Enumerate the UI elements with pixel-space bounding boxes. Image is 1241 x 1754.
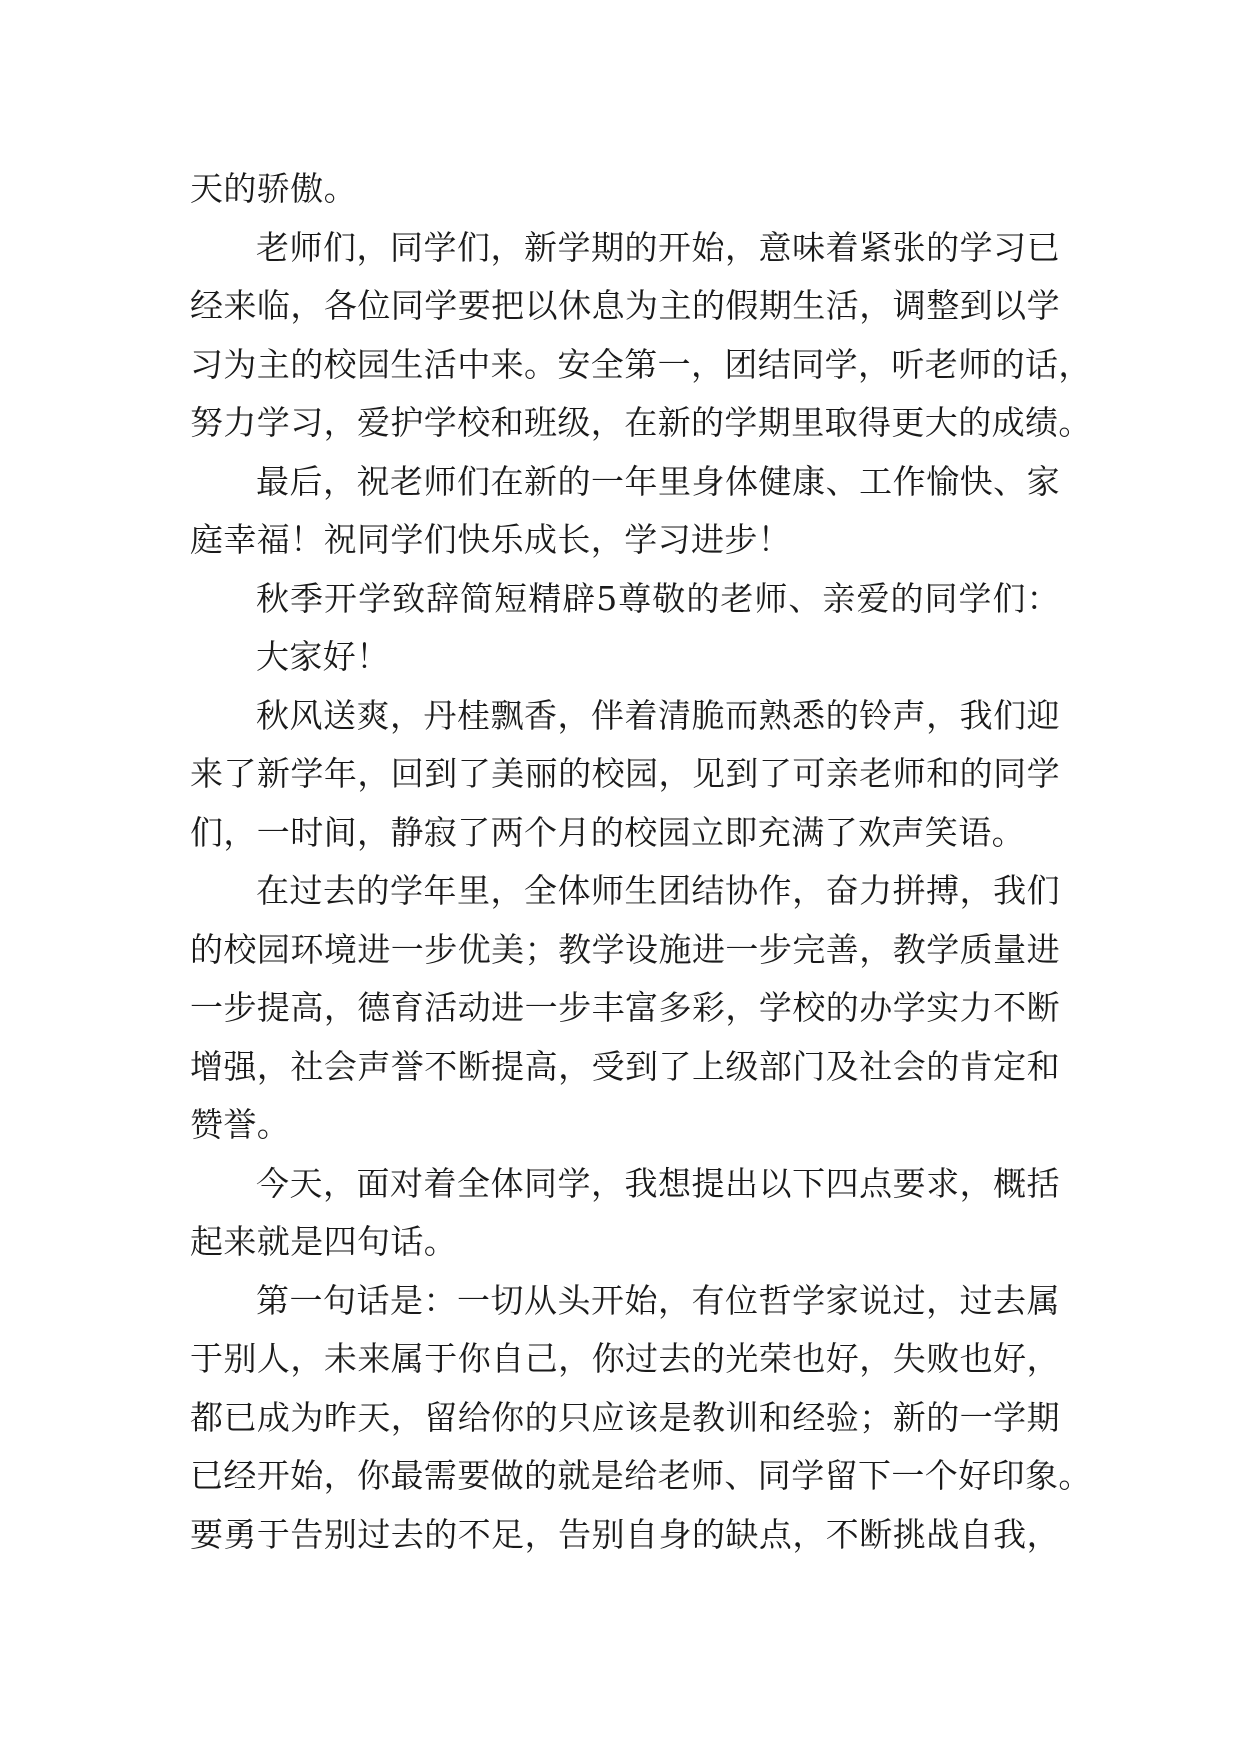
text-line: 今天，面对着全体同学，我想提出以下四点要求，概括 xyxy=(256,1163,1060,1203)
text-line: 庭幸福！祝同学们快乐成长，学习进步！ xyxy=(190,520,792,559)
text-line: 一步提高，德育活动进一步丰富多彩，学校的办学实力不断 xyxy=(190,988,1060,1027)
paragraph xyxy=(190,687,1060,863)
paragraph xyxy=(190,570,1060,629)
text-line: 天的骄傲。 xyxy=(190,169,357,208)
text-line: 于别人，未来属于你自己，你过去的光荣也好，失败也好， xyxy=(190,1339,1060,1378)
text-line: 老师们，同学们，新学期的开始，意味着紧张的学习已 xyxy=(256,227,1060,267)
body-text xyxy=(190,160,1092,1564)
text-line: 都已成为昨天，留给你的只应该是教训和经验；新的一学期 xyxy=(190,1397,1060,1437)
text-line: 来了新学年，回到了美丽的校园，见到了可亲老师和的同学 xyxy=(190,754,1060,793)
text-line: 的校园环境进一步优美；教学设施进一步完善，教学质量进 xyxy=(190,929,1060,969)
paragraph xyxy=(190,453,1060,570)
text-line: 最后，祝老师们在新的一年里身体健康、工作愉快、家 xyxy=(256,461,1060,501)
text-line: 经来临，各位同学要把以休息为主的假期生活，调整到以学 xyxy=(190,286,1060,325)
paragraph xyxy=(190,862,1060,1155)
text-line: 第一句话是：一切从头开始，有位哲学家说过，过去属 xyxy=(256,1280,1060,1320)
paragraph xyxy=(190,219,1092,453)
paragraph xyxy=(190,1155,1060,1272)
text-line: 在过去的学年里，全体师生团结协作，奋力拼搏，我们 xyxy=(256,871,1060,910)
text-line: 习为主的校园生活中来。安全第一，团结同学，听老师的话， xyxy=(190,344,1092,384)
text-line: 增强，社会声誉不断提高，受到了上级部门及社会的肯定和 xyxy=(190,1046,1060,1086)
section-heading-line: 秋季开学致辞简短精辟5尊敬的老师、亲爱的同学们： xyxy=(256,578,1060,618)
text-line: 们，一时间，静寂了两个月的校园立即充满了欢声笑语。 xyxy=(190,812,1025,852)
greeting-line: 大家好！ xyxy=(256,637,390,676)
text-line: 努力学习，爱护学校和班级，在新的学期里取得更大的成绩。 xyxy=(190,403,1092,442)
text-line: 赞誉。 xyxy=(190,1105,291,1144)
text-line: 起来就是四句话。 xyxy=(190,1222,458,1261)
text-line: 要勇于告别过去的不足，告别自身的缺点，不断挑战自我， xyxy=(190,1514,1060,1554)
text-line: 已经开始，你最需要做的就是给老师、同学留下一个好印象。 xyxy=(190,1456,1092,1495)
paragraph xyxy=(190,160,1060,219)
text-line: 秋风送爽，丹桂飘香，伴着清脆而熟悉的铃声，我们迎 xyxy=(256,695,1060,735)
paragraph xyxy=(190,628,1060,687)
paragraph xyxy=(190,1272,1092,1565)
